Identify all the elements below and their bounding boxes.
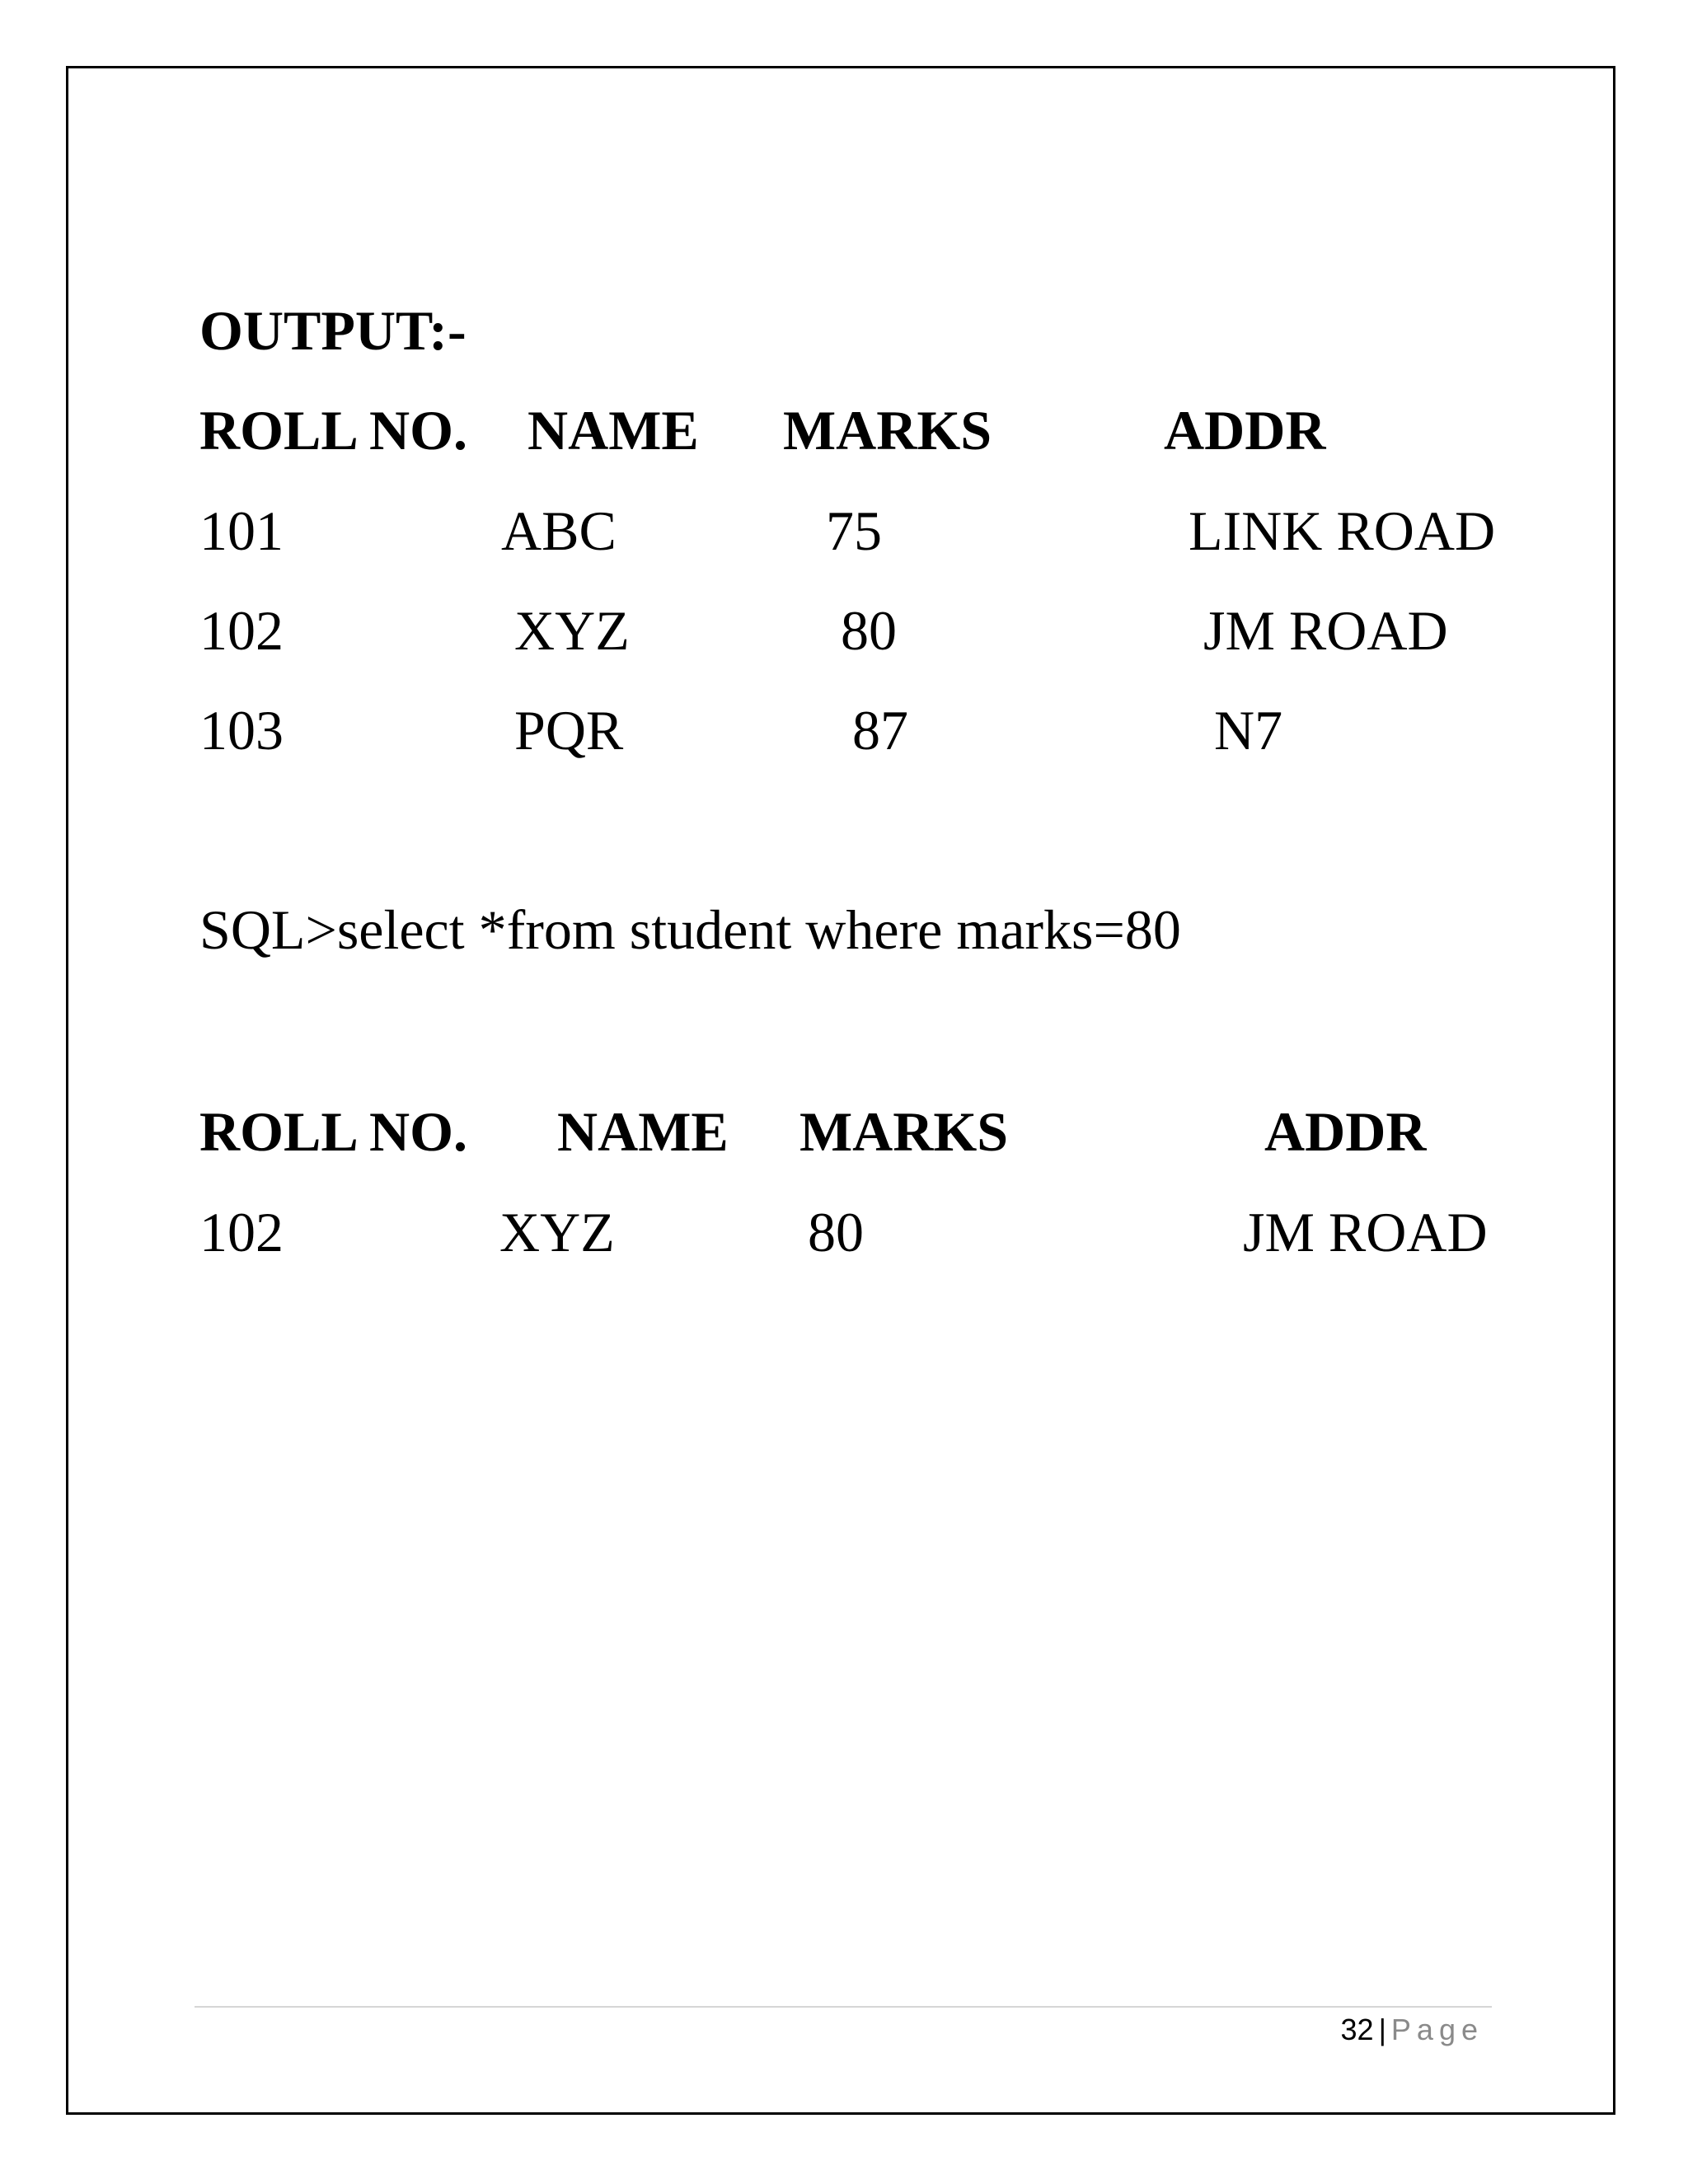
output-heading: OUTPUT:- (199, 299, 467, 362)
table2-row1-name: XYZ (499, 1201, 615, 1263)
page-border (66, 66, 1615, 2115)
table1-row3-marks: 87 (852, 699, 908, 762)
table2-row1-roll: 102 (199, 1201, 284, 1263)
table2-row1-marks: 80 (808, 1201, 864, 1263)
table1-row3-addr: N7 (1214, 699, 1283, 762)
page-separator: | (1378, 2013, 1386, 2046)
page-footer (1319, 2012, 1484, 2047)
table1-row2-roll: 102 (199, 599, 284, 662)
table2-header-addr: ADDR (1264, 1100, 1427, 1163)
table1-header-name: NAME (528, 399, 699, 462)
table1-row3-roll: 103 (199, 699, 284, 762)
table1-row2-marks: 80 (841, 599, 897, 662)
table1-row1-roll: 101 (199, 499, 284, 562)
table2-row1-addr: JM ROAD (1243, 1201, 1488, 1263)
table2-header-marks: MARKS (799, 1100, 1009, 1163)
table1-row1-addr: LINK ROAD (1189, 499, 1496, 562)
table1-row2-addr: JM ROAD (1203, 599, 1448, 662)
table2-header-roll: ROLL NO. (199, 1100, 467, 1163)
page-label: Page (1390, 2013, 1484, 2046)
table1-row2-name: XYZ (514, 599, 630, 662)
footer-rule (195, 2006, 1492, 2008)
table1-row1-marks: 75 (826, 499, 882, 562)
table1-header-marks: MARKS (783, 399, 992, 462)
table1-header-addr: ADDR (1164, 399, 1326, 462)
table2-header-name: NAME (557, 1100, 729, 1163)
table1-row1-name: ABC (501, 499, 617, 562)
table1-row3-name: PQR (514, 699, 624, 762)
sql-query: SQL>select *from student where marks=80 (199, 898, 1181, 961)
page-number: 32 (1340, 2013, 1374, 2046)
table1-header-roll: ROLL NO. (199, 399, 467, 462)
